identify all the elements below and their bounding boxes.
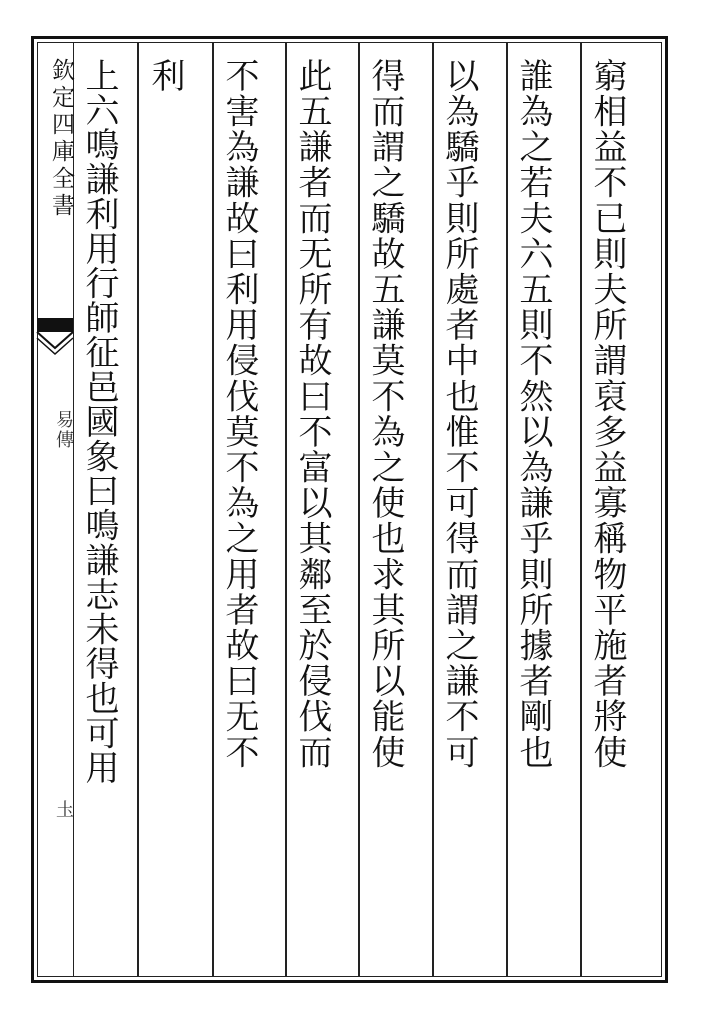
column-rule — [358, 42, 360, 977]
text-column: 不害為謙故曰利用侵伐莫不為之用者故曰无不 — [219, 58, 259, 770]
column-rule — [137, 42, 139, 977]
text-column: 以為驕乎則所處者中也惟不可得而謂之謙不可 — [439, 58, 479, 770]
fish-tail-ornament-icon — [37, 318, 73, 358]
section-label: 易傳 — [53, 410, 74, 450]
text-column: 利 — [145, 58, 185, 94]
text-column: 上六鳴謙利用行師征邑國象曰鳴謙志未得也可用 — [79, 58, 119, 785]
text-column: 得而謂之驕故五謙莫不為之使也求其所以能使 — [365, 58, 405, 770]
text-column: 窮相益不已則夫所謂裒多益寡稱物平施者將使 — [587, 58, 627, 770]
text-column: 此五謙者而无所有故曰不富以其鄰至於侵伐而 — [292, 58, 332, 770]
book-title: 欽定四庫全書 — [48, 58, 74, 220]
column-rule — [212, 42, 214, 977]
column-rule — [285, 42, 287, 977]
column-rule — [580, 42, 582, 977]
column-rule — [432, 42, 434, 977]
text-column: 誰為之若夫六五則不然以為謙乎則所據者剛也 — [513, 58, 553, 770]
page-number: 圡 — [53, 800, 74, 818]
inner-border — [37, 42, 662, 977]
column-rule — [506, 42, 508, 977]
